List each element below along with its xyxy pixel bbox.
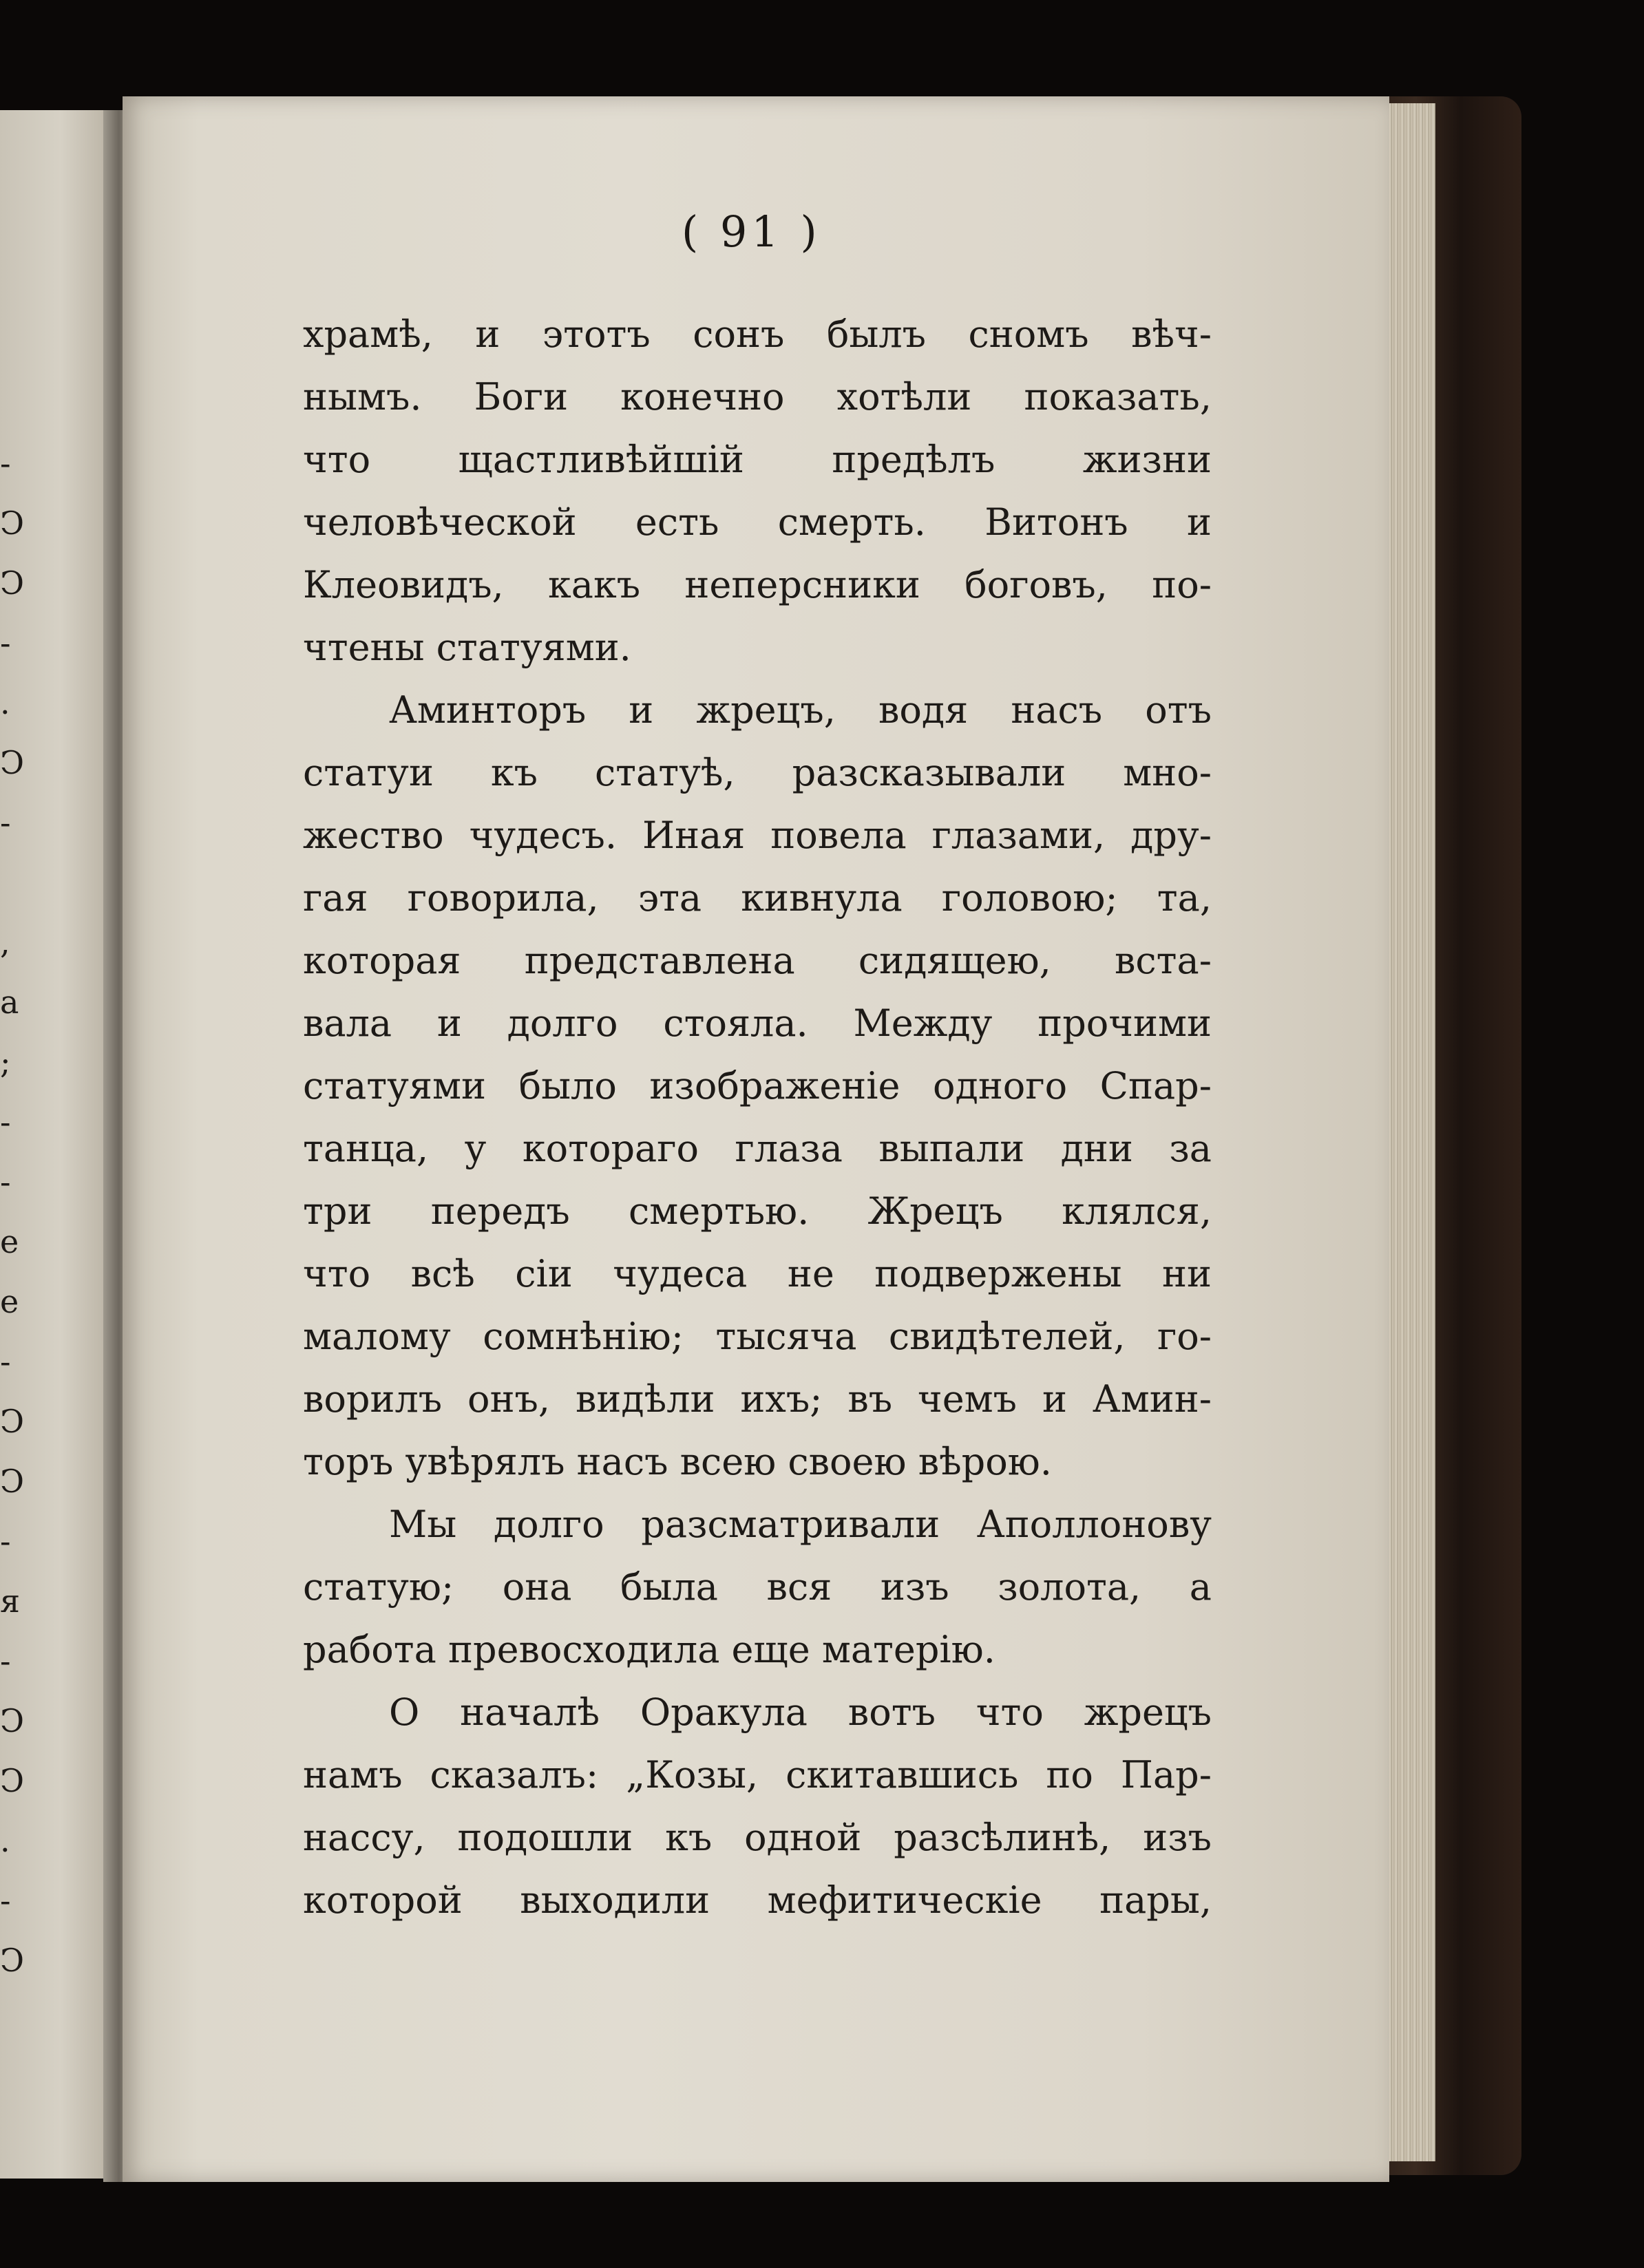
text-line: статую; она была вся изъ золота, а — [303, 1565, 1212, 1609]
text-line: три передъ смертью. Жрецъ клялся, — [303, 1189, 1212, 1233]
text-line: которой выходили мефитическіе пары, — [303, 1878, 1212, 1922]
previous-page-mark: - — [0, 1163, 11, 1200]
text-line: вала и долго стояла. Между прочими — [303, 1001, 1212, 1045]
previous-page-mark: - — [0, 624, 11, 661]
previous-page-mark: Ͻ — [0, 744, 25, 781]
previous-page-mark: - — [0, 1523, 11, 1560]
previous-page-sliver — [0, 110, 120, 2179]
previous-page-mark: . — [0, 684, 10, 721]
text-line: намъ сказалъ: „Козы, скитавшись по Пар- — [303, 1753, 1212, 1797]
previous-page-mark: Ͻ — [0, 1403, 25, 1440]
text-line: нассу, подошли къ одной разсѣлинѣ, изъ — [303, 1816, 1212, 1859]
previous-page-mark: Ͻ — [0, 1762, 25, 1799]
previous-page-mark: - — [0, 445, 11, 482]
page-text — [303, 303, 1212, 1931]
previous-page-mark: - — [0, 1882, 11, 1919]
previous-page-mark: Ͻ — [0, 1942, 25, 1979]
text-line: жество чудесъ. Иная повела глазами, дру- — [303, 814, 1212, 857]
previous-page-mark: - — [0, 804, 11, 841]
text-line: которая представлена сидящею, вста- — [303, 939, 1212, 982]
previous-page-mark: , — [0, 924, 10, 961]
text-line: чтены статуями. — [303, 626, 631, 669]
text-line: храмѣ, и этотъ сонъ былъ сномъ вѣч- — [303, 312, 1212, 356]
text-line: работа превосходила еще матерію. — [303, 1628, 995, 1671]
previous-page-mark: - — [0, 1103, 11, 1141]
text-line: нымъ. Боги конечно хотѣли показать, — [303, 375, 1212, 418]
text-line: Аминторъ и жрецъ, водя насъ отъ — [389, 688, 1212, 732]
page-number: ( 91 ) — [682, 206, 821, 257]
previous-page-mark: e — [0, 1223, 19, 1260]
text-line: Клеовидъ, какъ неперсники боговъ, по- — [303, 563, 1212, 606]
text-line: ворилъ онъ, видѣли ихъ; въ чемъ и Амин- — [303, 1377, 1212, 1421]
previous-page-mark: я — [0, 1582, 21, 1620]
text-line: Мы долго разсматривали Аполлонову — [389, 1503, 1212, 1546]
previous-page-mark: . — [0, 1822, 10, 1859]
previous-page-mark: e — [0, 1283, 19, 1320]
text-line: человѣческой есть смерть. Витонъ и — [303, 500, 1212, 544]
text-line: статуями было изображеніе одного Спар- — [303, 1064, 1212, 1107]
previous-page-mark: Ͻ — [0, 505, 25, 542]
previous-page-line-endings — [0, 434, 25, 1991]
text-line: малому сомнѣнію; тысяча свидѣтелей, го- — [303, 1315, 1212, 1358]
previous-page-mark: Ͻ — [0, 1702, 25, 1739]
previous-page-mark: Ͻ — [0, 1463, 25, 1500]
text-line: торъ увѣрялъ насъ всею своею вѣрою. — [303, 1440, 1052, 1483]
previous-page-mark: ; — [0, 1043, 11, 1081]
previous-page-mark: - — [0, 1343, 11, 1380]
text-line: статуи къ статуѣ, разсказывали мно- — [303, 751, 1212, 794]
previous-page-mark — [0, 853, 21, 913]
previous-page-mark: a — [0, 984, 19, 1021]
text-line: гая говорила, эта кивнула головою; та, — [303, 876, 1212, 920]
text-line: что всѣ сіи чудеса не подвержены ни — [303, 1252, 1212, 1295]
text-line: танца, у котораго глаза выпали дни за — [303, 1127, 1212, 1170]
previous-page-mark: - — [0, 1642, 11, 1679]
text-line: что щастливѣйшій предѣлъ жизни — [303, 438, 1212, 481]
text-line: О началѣ Оракула вотъ что жрецъ — [389, 1691, 1212, 1734]
previous-page-mark: Ͻ — [0, 564, 25, 602]
